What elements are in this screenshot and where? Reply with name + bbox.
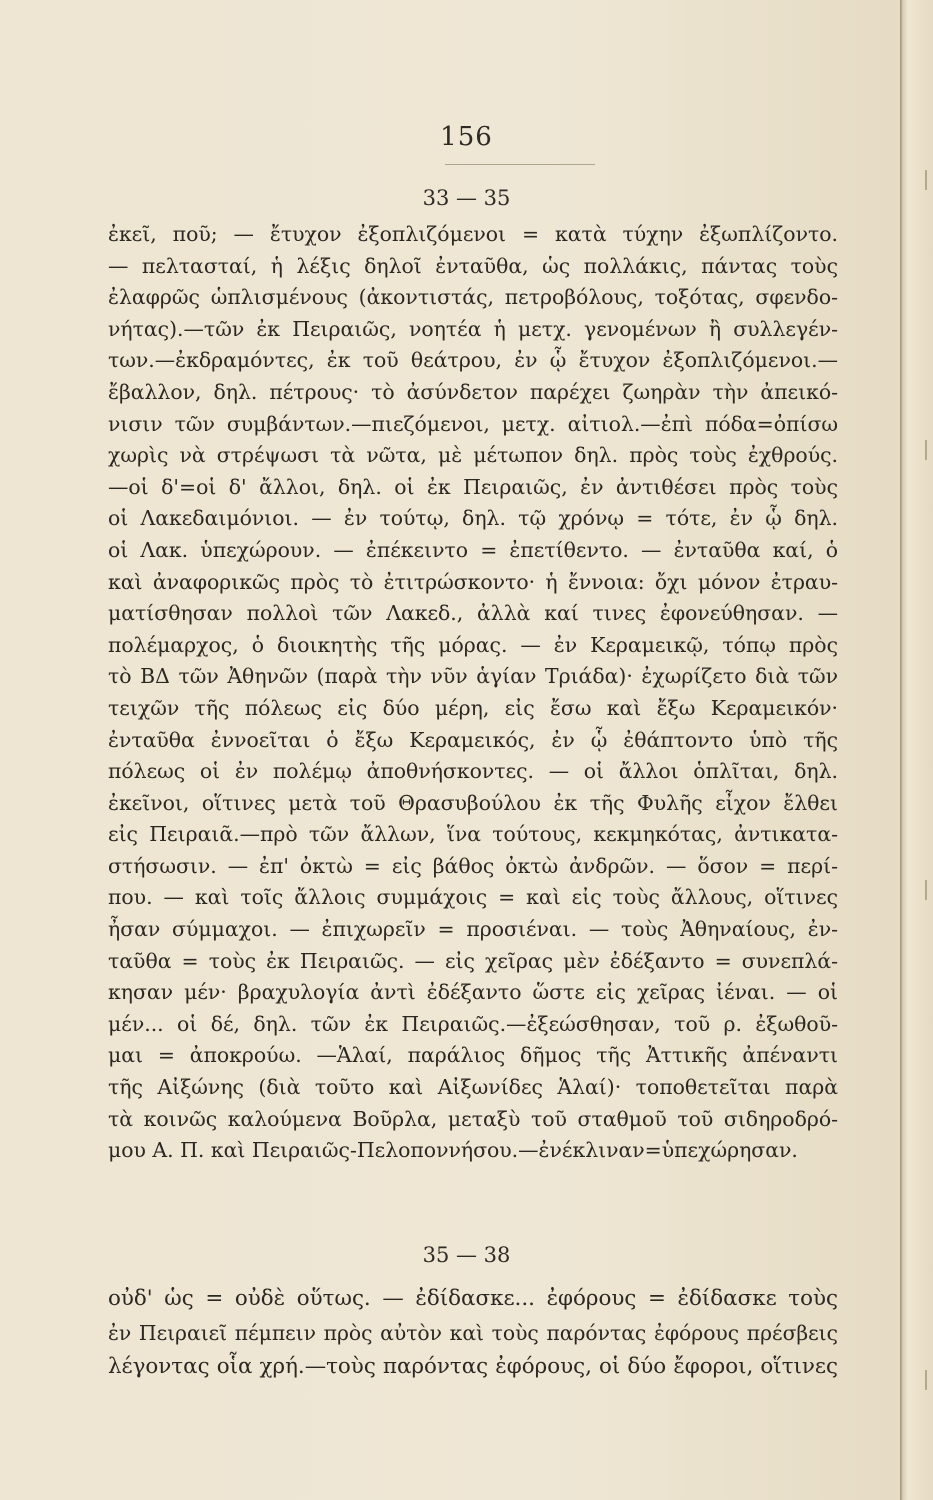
text-line: μου Α. Π. καὶ Πειραιῶς-Πελοποννήσου.—ἐνέκλιναν=ὑπεχώρησαν. bbox=[108, 1138, 798, 1163]
text-line: οἱ Λακ. ὑπεχώρουν. — ἐπέκειντο = ἐπετίθεντο. — ἐνταῦθα καί, ὁ bbox=[108, 537, 838, 562]
text-line: ἐκεῖ, ποῦ; — ἔτυχον ἐξοπλιζόμενοι = κατὰ τύχην ἐξωπλίζοντο. bbox=[108, 222, 838, 246]
commentary-block-35-38 bbox=[108, 1282, 838, 1384]
text-line: νισιν τῶν συμβάντων.—πιεζόμενοι, μετχ. αἰτιολ.—ἐπὶ πόδα=ὀπίσω bbox=[108, 411, 838, 436]
text-line: πόλεως οἱ ἐν πολέμῳ ἀποθνήσκοντες. — οἱ ἄλλοι ὁπλῖται, δηλ. bbox=[108, 759, 838, 784]
text-line: τειχῶν τῆς πόλεως εἰς δύο μέρη, εἰς ἔσω καὶ ἔξω Κεραμεικόν· bbox=[108, 695, 838, 720]
text-line: μέν... οἱ δέ, δηλ. τῶν ἐκ Πειραιῶς.—ἐξεώσθησαν, τοῦ ρ. ἐξωθοῦ- bbox=[108, 1011, 838, 1036]
text-line: τὸ ΒΔ τῶν Ἀθηνῶν (παρὰ τὴν νῦν ἁγίαν Τριάδα)· ἐχωρίζετο διὰ τῶν bbox=[108, 664, 838, 689]
text-line: κησαν μέν· βραχυλογία ἀντὶ ἐδέξαντο ὥστε εἰς χεῖρας ἰέναι. — οἱ bbox=[108, 980, 838, 1005]
text-line: ταῦθα = τοὺς ἐκ Πειραιῶς. — εἰς χεῖρας μὲν ἐδέξαντο = συνεπλά- bbox=[108, 948, 838, 973]
section-heading-33-35: 33 — 35 bbox=[422, 186, 511, 210]
text-line: — πελτασταί, ἡ λέξις δηλοῖ ἐνταῦθα, ὡς πολλάκις, πάντας τοὺς bbox=[108, 253, 838, 278]
text-line: ἐνταῦθα ἐννοεῖται ὁ ἔξω Κεραμεικός, ἐν ᾧ ἐθάπτοντο ὑπὸ τῆς bbox=[108, 727, 838, 752]
page-number: 156 bbox=[440, 122, 493, 152]
text-line: ἐκεῖνοι, οἵτινες μετὰ τοῦ Θρασυβούλου ἐκ τῆς Φυλῆς εἶχον ἔλθει bbox=[108, 790, 838, 815]
commentary-block-33-35 bbox=[108, 219, 838, 1167]
edge-mark bbox=[925, 440, 927, 460]
text-line: στήσωσιν. — ἐπ' ὀκτὼ = εἰς βάθος ὀκτὼ ἀνδρῶν. — ὅσον = περί- bbox=[108, 853, 838, 878]
text-line: μαι = ἀποκρούω. —Ἁλαί, παράλιος δῆμος τῆς Ἀττικῆς ἀπέναντι bbox=[108, 1043, 838, 1068]
text-line: ἦσαν σύμμαχοι. — ἐπιχωρεῖν = προσιέναι. — τοὺς Ἀθηναίους, ἐν- bbox=[108, 917, 838, 942]
text-line: οὐδ' ὡς = οὐδὲ οὕτως. — ἐδίδασκε... ἐφόρους = ἐδίδασκε τοὺς bbox=[108, 1286, 838, 1311]
text-line: καὶ ἀναφορικῶς πρὸς τὸ ἐτιτρώσκοντο· ἡ ἔννοια: ὄχι μόνον ἐτραυ- bbox=[108, 569, 838, 594]
text-line: νήτας).—τῶν ἐκ Πειραιῶς, νοητέα ἡ μετχ. γενομένων ἢ συλλεγέν- bbox=[108, 316, 838, 341]
text-line: οἱ Λακεδαιμόνιοι. — ἐν τούτῳ, δηλ. τῷ χρόνῳ = τότε, ἐν ᾧ δηλ. bbox=[108, 506, 838, 531]
header-rule bbox=[445, 164, 595, 165]
text-line: ἐν Πειραιεῖ πέμπειν πρὸς αὐτὸν καὶ τοὺς παρόντας ἐφόρους πρέσβεις bbox=[108, 1321, 838, 1345]
text-line: τὰ κοινῶς καλούμενα Βοῦρλα, μεταξὺ τοῦ σταθμοῦ τοῦ σιδηροδρό- bbox=[108, 1106, 838, 1131]
edge-mark bbox=[925, 1370, 927, 1390]
text-line: πολέμαρχος, ὁ διοικητὴς τῆς μόρας. — ἐν Κεραμεικῷ, τόπῳ πρὸς bbox=[108, 632, 838, 657]
text-line: λέγοντας οἷα χρή.—τοὺς παρόντας ἐφόρους, οἱ δύο ἔφοροι, οἵτινες bbox=[108, 1354, 838, 1379]
page-edge-shadow bbox=[900, 0, 933, 1500]
text-line: —οἱ δ'=οἱ δ' ἄλλοι, δηλ. οἱ ἐκ Πειραιῶς, ἐν ἀντιθέσει πρὸς τοὺς bbox=[108, 474, 838, 499]
section-heading-35-38: 35 — 38 bbox=[422, 1243, 511, 1267]
edge-mark bbox=[925, 880, 927, 900]
text-line: τῆς Αἰξώνης (διὰ τοῦτο καὶ Αἰξωνίδες Ἁλαί)· τοποθετεῖται παρὰ bbox=[108, 1075, 838, 1100]
text-line: που. — καὶ τοῖς ἄλλοις συμμάχοις = καὶ εἰς τοὺς ἄλλους, οἵτινες bbox=[108, 885, 838, 910]
text-line: ματίσθησαν πολλοὶ τῶν Λακεδ., ἀλλὰ καί τινες ἐφονεύθησαν. — bbox=[108, 601, 838, 626]
text-line: ἐλαφρῶς ὡπλισμένους (ἀκοντιστάς, πετροβόλους, τοξότας, σφενδο- bbox=[108, 285, 838, 310]
text-line: ἔβαλλον, δηλ. πέτρους· τὸ ἀσύνδετον παρέχει ζωηρὰν τὴν ἀπεικό- bbox=[108, 379, 838, 404]
text-line: χωρὶς νὰ στρέψωσι τὰ νῶτα, μὲ μέτωπον δηλ. πρὸς τοὺς ἐχθρούς. bbox=[108, 443, 838, 468]
text-line: των.—ἐκδραμόντες, ἐκ τοῦ θεάτρου, ἐν ᾧ ἔτυχον ἐξοπλιζόμενοι.— bbox=[108, 348, 838, 373]
text-line: εἰς Πειραιᾶ.—πρὸ τῶν ἄλλων, ἵνα τούτους, κεκμηκότας, ἀντικατα- bbox=[108, 822, 838, 847]
